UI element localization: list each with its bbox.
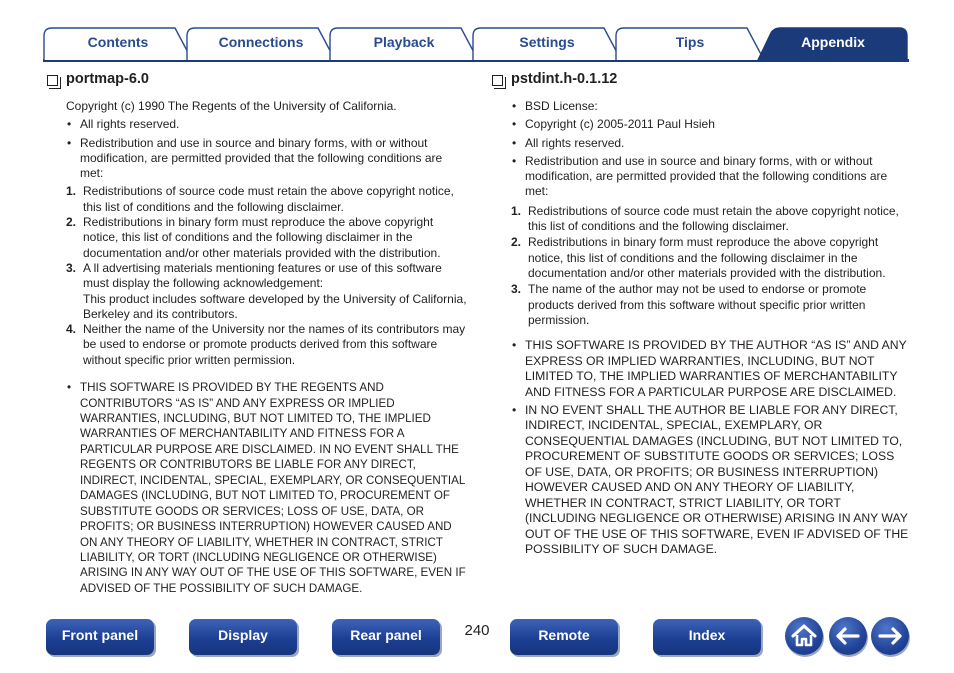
display-button[interactable]	[189, 619, 297, 655]
copyright-line: Copyright (c) 1990 The Regents of the University of California.	[66, 99, 397, 113]
disclaimer-list	[492, 338, 912, 557]
tab-contents[interactable]	[43, 27, 193, 60]
tab-label: Playback	[373, 34, 435, 50]
numbered-item	[492, 235, 912, 281]
bullet-list	[492, 99, 912, 200]
tab-label: Appendix	[801, 34, 865, 50]
checkbox-bullet-icon	[492, 75, 503, 86]
disclaimer-list	[47, 380, 467, 596]
bullet-list	[47, 117, 467, 181]
remote-button[interactable]	[510, 619, 618, 655]
section-title: pstdint.h-0.1.12	[511, 71, 618, 88]
item-number: 4.	[66, 322, 77, 337]
home-icon[interactable]	[785, 617, 823, 655]
disclaimer-item: • THIS SOFTWARE IS PROVIDED BY THE AUTHOR “AS IS” AND ANY EXPRESS OR IMPLIED WARRANTIES, INCLUDING, BUT NOT LIMITED TO, THE IMPLIED WARRANTIES OF MERCHANTABILITY AND FITNESS FOR A PARTICULAR PURPOSE ARE DISCLAIMED.	[492, 338, 912, 400]
item-extra-text: This product includes software developed by the University of California, Berkeley and its contributors.	[83, 291, 467, 321]
section-heading	[47, 70, 467, 90]
section-title: portmap-6.0	[66, 71, 149, 88]
disclaimer-item: • THIS SOFTWARE IS PROVIDED BY THE REGENTS AND CONTRIBUTORS “AS IS” AND ANY EXPRESS OR IMPLIED WARRANTIES, INCLUDING, BUT NOT LIMITED TO, THE IMPLIED WARRANTIES OF MERCHANTABILITY AND FITNESS FOR A PARTICULAR PURPOSE ARE DISCLAIMED. IN NO EVENT SHALL THE REGENTS OR CONTRIBUTORS BE LIABLE FOR ANY DIRECT, INDIRECT, INCIDENTAL, SPECIAL, EXEMPLARY, OR CONSEQUENTIAL DAMAGES (INCLUDING, BUT NOT LIMITED TO, PROCUREMENT OF SUBSTITUTE GOODS OR SERVICES; LOSS OF USE, DATA, OR PROFITS; OR BUSINESS INTERRUPTION) HOWEVER CAUSED AND ON ANY THEORY OF LIABILITY, WHETHER IN CONTRACT, STRICT LIABILITY, OR TORT (INCLUDING NEGLIGENCE OR OTHERWISE) ARISING IN ANY WAY OUT OF THE USE OF THIS SOFTWARE, EVEN IF ADVISED OF THE POSSIBILITY OF SUCH DAMAGE.	[47, 380, 467, 596]
section-heading	[492, 70, 912, 90]
button-label: Remote	[538, 627, 590, 643]
list-item: • Redistribution and use in source and binary forms, with or without modification, are permitted provided that the following conditions are met:	[492, 154, 912, 200]
numbered-item	[47, 322, 467, 368]
front-panel-button[interactable]	[46, 619, 154, 655]
tab-label: Tips	[675, 34, 705, 50]
item-number: 3.	[66, 260, 77, 275]
tab-tips[interactable]	[615, 27, 765, 60]
item-number: 1.	[511, 203, 522, 218]
item-number: 1.	[66, 184, 77, 199]
tab-settings[interactable]	[472, 27, 622, 60]
numbered-item	[47, 184, 467, 215]
tab-appendix[interactable]	[758, 27, 908, 60]
tab-label: Settings	[519, 34, 575, 50]
item-number: 2.	[511, 235, 522, 250]
back-arrow-icon[interactable]	[829, 617, 867, 655]
numbered-item	[492, 204, 912, 235]
rear-panel-button[interactable]	[332, 619, 440, 655]
list-item: • BSD License:	[492, 99, 912, 114]
button-label: Rear panel	[350, 627, 422, 643]
item-number: 3.	[511, 282, 522, 297]
item-text: Redistributions of source code must retain the above copyright notice, this list of conditions and the following disclaimer.	[528, 203, 899, 234]
tab-connections[interactable]	[186, 27, 336, 60]
right-column	[492, 70, 912, 561]
item-text: Redistributions in binary form must reproduce the above copyright notice, this list of conditions and the following disclaimer in the documentation and/or other materials provided with the distribution.	[83, 215, 441, 260]
tab-playback[interactable]	[329, 27, 479, 60]
list-item: • Copyright (c) 2005-2011 Paul Hsieh	[492, 117, 912, 132]
item-text: A ll advertising materials mentioning features or use of this software must display the following acknowledgement:	[83, 260, 442, 291]
list-item: • All rights reserved.	[47, 117, 467, 132]
item-text: Redistributions in binary form must reproduce the above copyright notice, this list of conditions and the following disclaimer in the documentation and/or other materials provided with the distribution.	[528, 235, 886, 280]
tab-label: Contents	[87, 34, 149, 50]
disclaimer-item: • IN NO EVENT SHALL THE AUTHOR BE LIABLE FOR ANY DIRECT, INDIRECT, INCIDENTAL, SPECIAL, EXEMPLARY, OR CONSEQUENTIAL DAMAGES (INCLUDING, BUT NOT LIMITED TO, PROCUREMENT OF SUBSTITUTE GOODS OR SERVICES; LOSS OF USE, DATA, OR PROFITS; OR BUSINESS INTERRUPTION) HOWEVER CAUSED AND ON ANY THEORY OF LIABILITY, WHETHER IN CONTRACT, STRICT LIABILITY, OR TORT (INCLUDING NEGLIGENCE OR OTHERWISE) ARISING IN ANY WAY OUT OF THE USE OF THIS SOFTWARE, EVEN IF ADVISED OF THE POSSIBILITY OF SUCH DAMAGE.	[492, 403, 912, 558]
item-number: 2.	[66, 215, 77, 230]
tab-label: Connections	[218, 34, 304, 50]
button-label: Index	[688, 627, 726, 643]
numbered-item	[47, 261, 467, 322]
list-item: • Redistribution and use in source and binary forms, with or without modification, are permitted provided that the following conditions are met:	[47, 136, 467, 182]
page-number: 240	[464, 622, 490, 639]
button-label: Front panel	[61, 627, 139, 643]
list-item: • All rights reserved.	[492, 136, 912, 151]
item-text: Redistributions of source code must retain the above copyright notice, this list of conditions and the following disclaimer.	[83, 184, 454, 214]
checkbox-bullet-icon	[47, 75, 58, 86]
numbered-list	[47, 184, 467, 368]
item-text: The name of the author may not be used to endorse or promote products derived from this software without specific prior written permission.	[528, 282, 867, 327]
button-label: Display	[218, 627, 268, 643]
index-button[interactable]	[653, 619, 761, 655]
numbered-item	[47, 215, 467, 261]
top-tab-bar	[43, 27, 909, 62]
forward-arrow-icon[interactable]	[871, 617, 909, 655]
numbered-list	[492, 204, 912, 328]
numbered-item	[492, 282, 912, 328]
item-text: Neither the name of the University nor the names of its contributors may be used to endorse or promote products derived from this software without specific prior written permission.	[83, 322, 466, 367]
left-column	[47, 70, 467, 599]
